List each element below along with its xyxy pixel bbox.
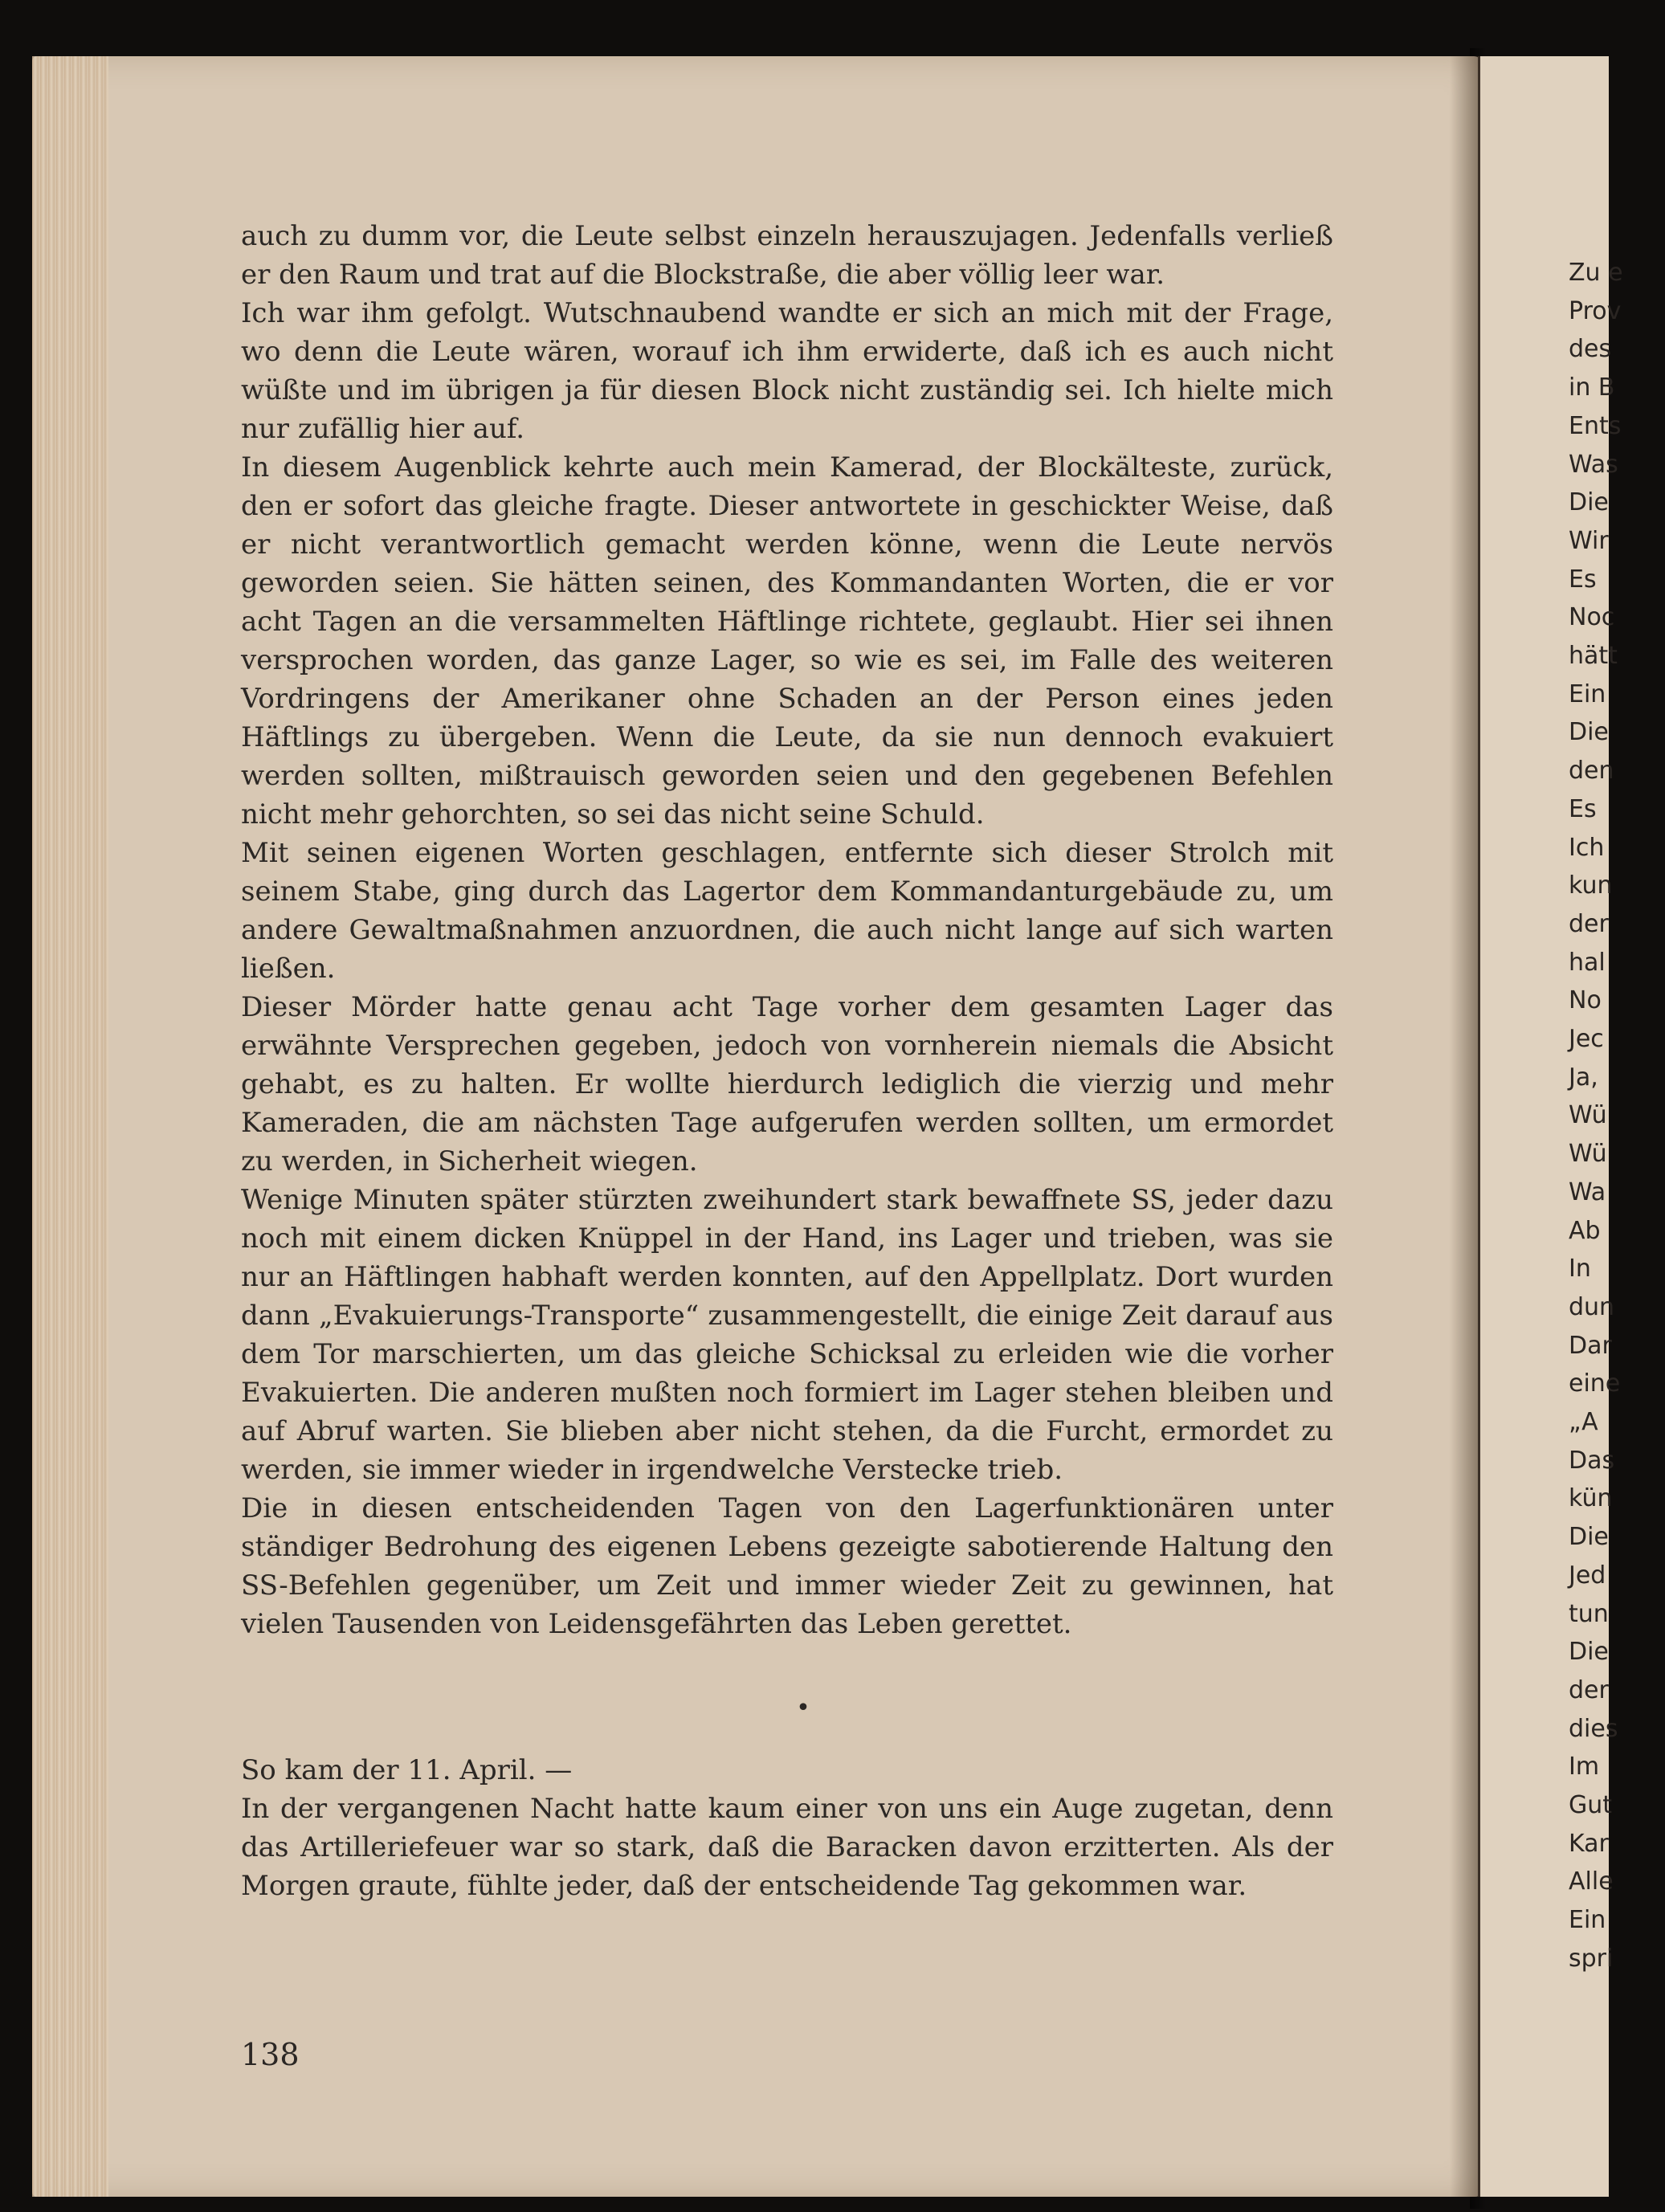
right-page-line-fragment: den [1569, 757, 1614, 786]
right-page-line-fragment: Dar [1569, 1331, 1612, 1360]
paragraph: Dieser Mörder hatte genau acht Tage vorher dem gesamten Lager das erwähnte Versprechen gegeben, jedoch von vornherein niemals die Absicht gehabt, es zu halten. Er wollte hierdurch lediglich die vierzig und mehr Kameraden, die am nächsten Tage aufgerufen werden sollten, um ermordet zu werden, in Sicherheit wiegen. [241, 991, 1333, 1177]
right-page-line-fragment: Ja, [1569, 1063, 1598, 1092]
section-break-marker: • [796, 1694, 810, 1722]
right-page-line-fragment: des [1569, 335, 1612, 364]
right-page-line-fragment: Wü [1569, 1101, 1607, 1130]
right-page-line-fragment: Die [1569, 1523, 1609, 1552]
right-page-line-fragment: Zu e [1569, 259, 1623, 287]
paragraph: Ich war ihm gefolgt. Wutschnaubend wandte er sich an mich mit der Frage, wo denn die Leute wären, worauf ich ihm erwiderte, daß ich es auch nicht wüßte und im übrigen ja für diesen Block nicht zuständig sei. Ich hielte mich nur zufällig hier auf. [241, 297, 1333, 445]
right-page-line-fragment: Die [1569, 1638, 1609, 1667]
right-page-line-fragment: Noc [1569, 603, 1615, 632]
right-page-line-fragment: Es [1569, 794, 1597, 823]
right-page [1478, 56, 1623, 2197]
right-page-line-fragment: hätt [1569, 642, 1618, 670]
right-page-line-fragment: In [1569, 1255, 1591, 1284]
right-page-line-fragment: Ein [1569, 680, 1606, 708]
right-page-line-fragment: Wir [1569, 526, 1609, 555]
right-page-line-fragment: Kar [1569, 1829, 1609, 1858]
right-page-line-fragment: dun [1569, 1292, 1615, 1321]
right-page-line-fragment: Ein [1569, 1906, 1606, 1935]
right-page-line-fragment: Alle [1569, 1867, 1614, 1896]
right-page-line-fragment: Wü [1569, 1140, 1607, 1169]
right-page-line-fragment: Die [1569, 488, 1609, 517]
right-page-line-fragment: kün [1569, 1484, 1613, 1513]
right-page-line-fragment: eine [1569, 1369, 1621, 1398]
right-page-line-fragment: Jec [1569, 1025, 1604, 1053]
right-page-line-fragment: Im [1569, 1753, 1600, 1781]
paragraph: In diesem Augenblick kehrte auch mein Kamerad, der Blockälteste, zurück, den er sofort das gleiche fragte. Dieser antwortete in geschickter Weise, daß er nicht verantwortlich gemacht werden könne, wenn die Leute nervös geworden seien. Sie hätten seinen, des Kommandanten Worten, die er vor acht Tagen an die versammelten Häftlinge richtete, geglaubt. Hier sei ihnen versprochen worden, das ganze Lager, so wie es sei, im Falle des weiteren Vordringens der Amerikaner ohne Schaden an der Person eines jeden Häftlings zu übergeben. Wenn die Leute, da sie nun dennoch evakuiert werden sollten, mißtrauisch geworden seien und den gegebenen Befehlen nicht mehr gehorchten, so sei das nicht seine Schuld. [241, 451, 1333, 831]
right-page-line-fragment: Jed [1569, 1561, 1606, 1590]
right-page-line-fragment: Prov [1569, 296, 1622, 325]
paragraph: Wenige Minuten später stürzten zweihundert stark bewaffnete SS, jeder dazu noch mit einem dicken Knüppel in der Hand, ins Lager und trieben, was sie nur an Häftlingen habhaft werden konnten, auf den Appellplatz. Dort wurden dann „Evakuierungs-Transporte“ zusammengestellt, die einige Zeit darauf aus dem Tor marschierten, um das gleiche Schicksal zu erleiden wie die vorher Evakuierten. Die anderen mußten noch formiert im Lager stehen bleiben und auf Abruf warten. Sie blieben aber nicht stehen, da die Furcht, ermordet zu werden, sie immer wieder in irgendwelche Verstecke trieb. [241, 1184, 1333, 1486]
right-page-line-fragment: Gut [1569, 1791, 1613, 1819]
main-text-continued [241, 1751, 1333, 1905]
right-page-line-fragment: Ents [1569, 411, 1622, 440]
right-page-line-fragment: tun [1569, 1599, 1609, 1628]
right-page-line-fragment: der [1569, 909, 1609, 938]
page-number: 138 [241, 2037, 300, 2072]
paragraph: In der vergangenen Nacht hatte kaum einer von uns ein Auge zugetan, denn das Artilleriefeuer war so stark, daß die Baracken davon erzitterten. Als der Morgen graute, fühlte jeder, daß der entscheidende Tag gekommen war. [241, 1793, 1333, 1902]
right-page-line-fragment: kun [1569, 871, 1613, 900]
page-edge [32, 56, 108, 2197]
right-page-line-fragment: Was [1569, 450, 1618, 479]
right-page-line-fragment: Es [1569, 565, 1597, 594]
right-page-line-fragment: Wa [1569, 1177, 1606, 1206]
paragraph: So kam der 11. April. — [241, 1754, 573, 1786]
right-page-line-fragment: dies [1569, 1714, 1618, 1743]
paragraph: Die in diesen entscheidenden Tagen von den Lagerfunktionären unter ständiger Bedrohung des eigenen Lebens gezeigte sabotierende Haltung den SS-Befehlen gegenüber, um Zeit und immer wieder Zeit zu gewinnen, hat vielen Tausenden von Leidensgefährten das Leben gerettet. [241, 1492, 1333, 1640]
right-page-line-fragment: hal [1569, 948, 1606, 977]
right-page-line-fragment: Die [1569, 718, 1609, 747]
right-page-line-fragment: der [1569, 1675, 1609, 1704]
right-page-line-fragment: Ab [1569, 1216, 1601, 1245]
right-page-line-fragment: spri [1569, 1944, 1614, 1973]
paragraph: auch zu dumm vor, die Leute selbst einzeln herauszujagen. Jedenfalls verließ er den Raum und trat auf die Blockstraße, die aber völlig leer war. [241, 220, 1333, 291]
right-page-line-fragment: No [1569, 986, 1602, 1015]
main-text [241, 217, 1333, 1643]
right-page-line-fragment: Ich [1569, 833, 1605, 862]
right-page-line-fragment: Das [1569, 1446, 1615, 1475]
right-page-line-fragment: „A [1569, 1408, 1598, 1436]
right-page-line-fragment: in B [1569, 373, 1615, 402]
paragraph: Mit seinen eigenen Worten geschlagen, entfernte sich dieser Strolch mit seinem Stabe, ging durch das Lagertor dem Kommandanturgebäude zu, um andere Gewaltmaßnahmen anzuordnen, die auch nicht lange auf sich warten ließen. [241, 837, 1333, 985]
page-gutter [1450, 56, 1482, 2197]
